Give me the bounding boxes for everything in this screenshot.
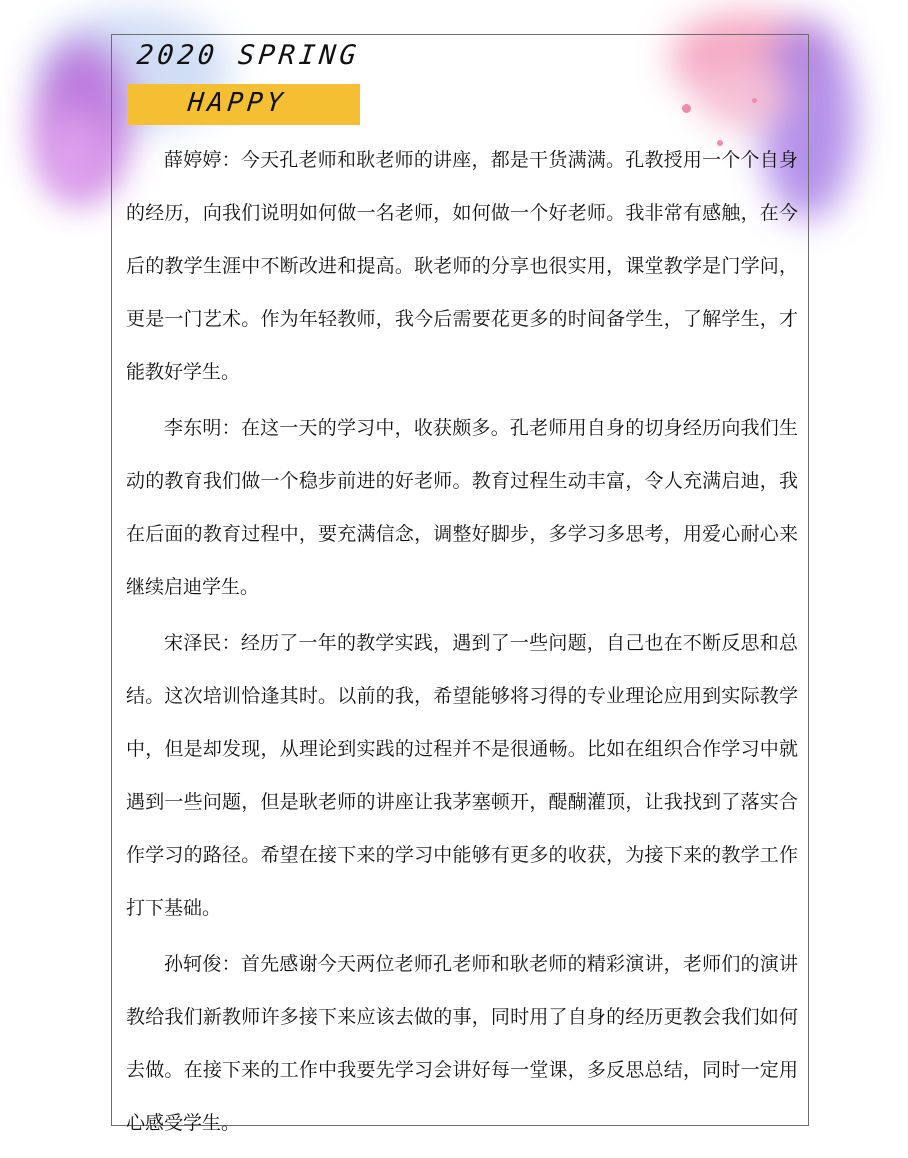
reflection-text: ：首先感谢今天两位老师孔老师和耿老师的精彩演讲，老师们的演讲教给我们新教师许多接下来应该去做的事，同时用了自身的经历更教会我们如何去做。在接下来的工作中我要先学习会讲好每一堂课，多反思总结，同时一定用心感受学生。	[126, 953, 798, 1134]
reflection-text: ：在这一天的学习中，收获颇多。孔老师用自身的切身经历向我们生动的教育我们做一个稳步前进的好老师。教育过程生动丰富，令人充满启迪，我在后面的教育过程中，要充满信念，调整好脚步，多学习多思考，用爱心耐心来继续启迪学生。	[126, 417, 798, 598]
reflection-paragraph	[126, 134, 798, 399]
banner-label: HAPPY	[186, 88, 288, 118]
happy-banner	[127, 84, 360, 125]
page-title: 2020 SPRING	[135, 40, 362, 71]
reflection-paragraph	[126, 938, 798, 1150]
watercolor-splash	[45, 110, 105, 200]
author-name: 孙轲俊	[164, 953, 222, 975]
reflection-body	[126, 134, 798, 1153]
author-name: 薛婷婷	[164, 149, 222, 171]
author-name: 宋泽民	[164, 632, 222, 654]
reflection-paragraph	[126, 617, 798, 935]
reflection-text: ：今天孔老师和耿老师的讲座，都是干货满满。孔教授用一个个自身的经历，向我们说明如何做一名老师，如何做一个好老师。我非常有感触，在今后的教学生涯中不断改进和提高。耿老师的分享也很实用，课堂教学是门学问，更是一门艺术。作为年轻教师，我今后需要花更多的时间备学生，了解学生，才能教好学生。	[126, 149, 798, 383]
author-name: 李东明	[164, 417, 222, 439]
reflection-paragraph	[126, 402, 798, 614]
reflection-text: ：经历了一年的教学实践，遇到了一些问题，自己也在不断反思和总结。这次培训恰逢其时。以前的我，希望能够将习得的专业理论应用到实际教学中，但是却发现，从理论到实践的过程并不是很通畅。比如在组织合作学习中就遇到一些问题，但是耿老师的讲座让我茅塞顿开，醍醐灌顶，让我找到了落实合作学习的路径。希望在接下来的学习中能够有更多的收获，为接下来的教学工作打下基础。	[126, 632, 798, 919]
